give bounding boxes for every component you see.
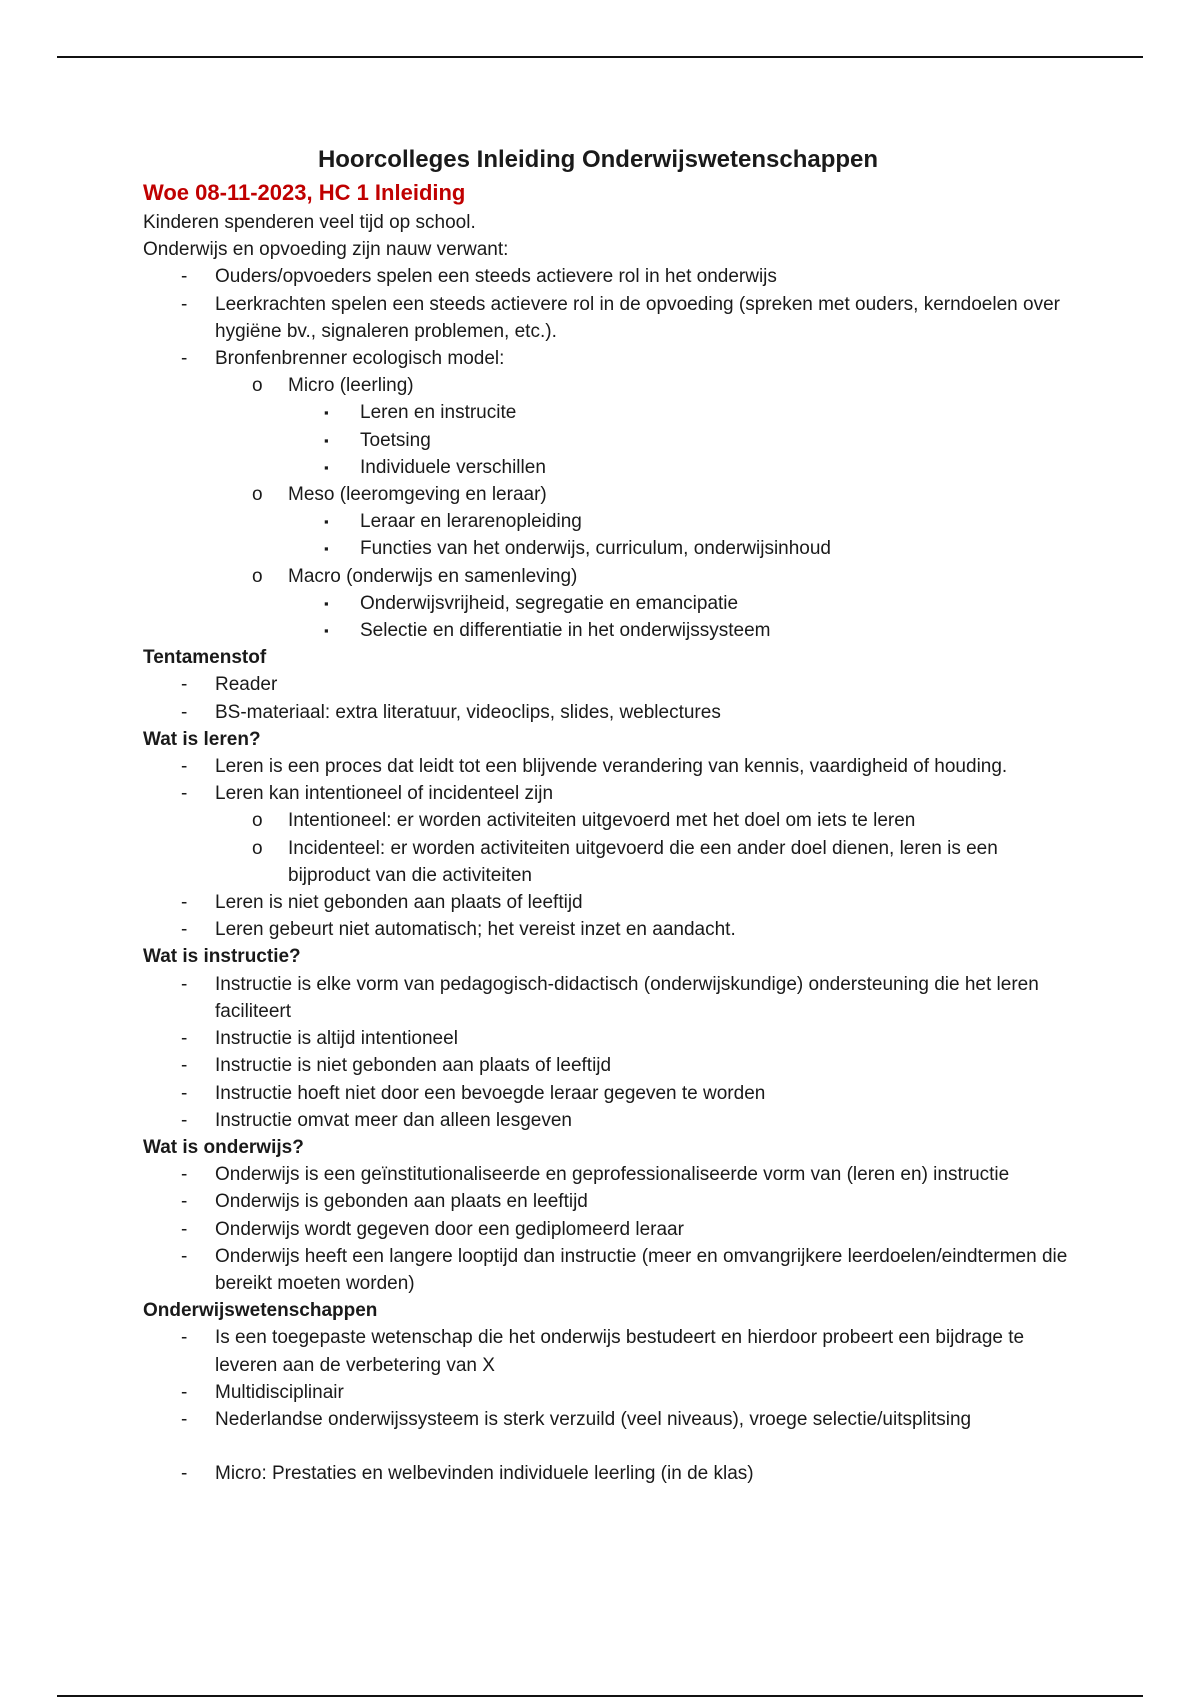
dash-bullet: - xyxy=(181,973,188,995)
list-item xyxy=(143,481,1083,508)
circle-bullet: o xyxy=(252,837,263,859)
list-item xyxy=(143,399,1083,426)
list-item-text: BS-materiaal: extra literatuur, videoclips, slides, weblectures xyxy=(215,701,721,723)
circle-bullet: o xyxy=(252,810,263,832)
list-item xyxy=(143,563,1083,590)
list-item xyxy=(143,1107,1083,1134)
dash-bullet: - xyxy=(181,1327,188,1349)
list-item xyxy=(143,590,1083,617)
list-item-text: Macro (onderwijs en samenleving) xyxy=(288,565,578,587)
onderwijs-list xyxy=(143,1161,1083,1297)
lecture-heading: Woe 08-11-2023, HC 1 Inleiding xyxy=(143,180,466,205)
list-item xyxy=(143,427,1083,454)
list-item xyxy=(143,1379,1083,1406)
list-item-text: Instructie hoeft niet door een bevoegde leraar gegeven te worden xyxy=(215,1082,766,1104)
circle-bullet: o xyxy=(252,565,263,587)
dash-bullet: - xyxy=(181,1082,188,1104)
section-heading-tentamenstof: Tentamenstof xyxy=(143,647,267,669)
list-item xyxy=(143,1243,1083,1297)
document-page xyxy=(143,143,1083,1487)
section-heading-onderwijs: Wat is onderwijs? xyxy=(143,1136,304,1158)
tentamenstof-list xyxy=(143,671,1083,725)
list-item-text: Leerkrachten spelen een steeds actievere rol in de opvoeding (spreken met ouders, kerndoelen over hygiëne bv., signaleren problemen, etc.). xyxy=(215,293,1060,342)
leren-list xyxy=(143,753,1083,943)
list-item xyxy=(143,345,1083,372)
dash-bullet: - xyxy=(181,1055,188,1077)
dash-bullet: - xyxy=(181,1164,188,1186)
dash-bullet: - xyxy=(181,919,188,941)
square-bullet: ▪ xyxy=(324,432,329,448)
list-item xyxy=(143,1161,1083,1188)
footer-rule xyxy=(57,1695,1143,1697)
dash-bullet: - xyxy=(181,1028,188,1050)
square-bullet: ▪ xyxy=(324,623,329,639)
dash-bullet: - xyxy=(181,674,188,696)
list-item-text: Instructie is niet gebonden aan plaats of leeftijd xyxy=(215,1055,612,1077)
list-item-text: Leren is een proces dat leidt tot een blijvende verandering van kennis, vaardigheid of houding. xyxy=(215,756,1008,778)
header-rule xyxy=(57,56,1143,58)
list-item-text: Intentioneel: er worden activiteiten uitgevoerd met het doel om iets te leren xyxy=(288,810,916,832)
dash-bullet: - xyxy=(181,1408,188,1430)
micro-list xyxy=(143,1460,1083,1487)
list-item-text: Is een toegepaste wetenschap die het onderwijs bestudeert en hierdoor probeert een bijdrage te leveren aan de verbetering van X xyxy=(215,1327,1025,1376)
list-item xyxy=(143,753,1083,780)
intro-line-1: Kinderen spenderen veel tijd op school. xyxy=(143,212,476,233)
dash-bullet: - xyxy=(181,892,188,914)
dash-bullet: - xyxy=(181,701,188,723)
dash-bullet: - xyxy=(181,348,188,370)
list-item xyxy=(143,1188,1083,1215)
list-item xyxy=(143,780,1083,807)
list-item xyxy=(143,535,1083,562)
list-item-text: Onderwijs heeft een langere looptijd dan instructie (meer en omvangrijkere leerdoelen/eindtermen die bereikt moeten worden) xyxy=(215,1245,1068,1294)
square-bullet: ▪ xyxy=(324,405,329,421)
section-heading-leren: Wat is leren? xyxy=(143,728,261,750)
list-item-text: Micro: Prestaties en welbevinden individuele leerling (in de klas) xyxy=(215,1463,754,1485)
list-item xyxy=(143,617,1083,644)
list-item-text: Leraar en lerarenopleiding xyxy=(360,511,582,533)
list-item-text: Ouders/opvoeders spelen een steeds actievere rol in het onderwijs xyxy=(215,266,777,288)
list-item-text: Instructie is elke vorm van pedagogisch-didactisch (onderwijskundige) ondersteuning die het leren faciliteert xyxy=(215,973,1039,1022)
list-item-text: Onderwijs wordt gegeven door een gediplomeerd leraar xyxy=(215,1218,684,1240)
list-item xyxy=(143,1460,1083,1487)
list-item-text: Incidenteel: er worden activiteiten uitgevoerd die een ander doel dienen, leren is een bijproduct van die activiteiten xyxy=(288,837,998,886)
list-item-text: Multidisciplinair xyxy=(215,1381,344,1403)
list-item-text: Functies van het onderwijs, curriculum, onderwijsinhoud xyxy=(360,538,832,560)
list-item-text: Nederlandse onderwijssysteem is sterk verzuild (veel niveaus), vroege selectie/uitsplitsing xyxy=(215,1408,972,1430)
dash-bullet: - xyxy=(181,1109,188,1131)
circle-bullet: o xyxy=(252,375,263,397)
list-item xyxy=(143,916,1083,943)
list-item-text: Toetsing xyxy=(360,429,431,451)
dash-bullet: - xyxy=(181,266,188,288)
section-heading-instructie: Wat is instructie? xyxy=(143,946,301,968)
dash-bullet: - xyxy=(181,783,188,805)
list-item xyxy=(143,372,1083,399)
list-item-text: Reader xyxy=(215,674,278,696)
list-item-text: Individuele verschillen xyxy=(360,456,546,478)
list-item xyxy=(143,1324,1083,1378)
list-item xyxy=(143,1052,1083,1079)
list-item-text: Leren gebeurt niet automatisch; het vereist inzet en aandacht. xyxy=(215,919,736,941)
section-heading-onderwijswetenschappen: Onderwijswetenschappen xyxy=(143,1300,378,1322)
list-item-text: Instructie is altijd intentioneel xyxy=(215,1028,458,1050)
list-item-text: Instructie omvat meer dan alleen lesgeven xyxy=(215,1109,572,1131)
list-item xyxy=(143,835,1083,889)
list-item-text: Meso (leeromgeving en leraar) xyxy=(288,484,547,506)
dash-bullet: - xyxy=(181,1245,188,1267)
list-item xyxy=(143,1080,1083,1107)
list-item xyxy=(143,699,1083,726)
dash-bullet: - xyxy=(181,1463,188,1485)
list-item xyxy=(143,508,1083,535)
square-bullet: ▪ xyxy=(324,514,329,530)
dash-bullet: - xyxy=(181,1381,188,1403)
list-item xyxy=(143,971,1083,1025)
list-item xyxy=(143,291,1083,345)
square-bullet: ▪ xyxy=(324,595,329,611)
list-item xyxy=(143,1406,1083,1433)
dash-bullet: - xyxy=(181,756,188,778)
list-item-text: Micro (leerling) xyxy=(288,375,414,397)
dash-bullet: - xyxy=(181,1218,188,1240)
document-title: Hoorcolleges Inleiding Onderwijswetenschappen xyxy=(317,146,879,173)
list-item-text: Leren is niet gebonden aan plaats of leeftijd xyxy=(215,892,583,914)
list-item xyxy=(143,889,1083,916)
instructie-list xyxy=(143,971,1083,1134)
onderwijswetenschappen-list xyxy=(143,1324,1083,1433)
circle-bullet: o xyxy=(252,484,263,506)
list-item-text: Bronfenbrenner ecologisch model: xyxy=(215,348,505,370)
list-item-text: Leren en instrucite xyxy=(360,402,517,424)
square-bullet: ▪ xyxy=(324,459,329,475)
intro-list xyxy=(143,263,1083,644)
list-item-text: Leren kan intentioneel of incidenteel zijn xyxy=(215,783,554,805)
dash-bullet: - xyxy=(181,293,188,315)
intro-line-2: Onderwijs en opvoeding zijn nauw verwant: xyxy=(143,239,509,261)
list-item xyxy=(143,1216,1083,1243)
list-item xyxy=(143,454,1083,481)
list-item xyxy=(143,807,1083,834)
list-item-text: Onderwijsvrijheid, segregatie en emancipatie xyxy=(360,592,739,614)
list-item-text: Onderwijs is gebonden aan plaats en leeftijd xyxy=(215,1191,588,1213)
list-item-text: Selectie en differentiatie in het onderwijssysteem xyxy=(360,620,771,642)
dash-bullet: - xyxy=(181,1191,188,1213)
list-item xyxy=(143,1025,1083,1052)
list-item xyxy=(143,263,1083,290)
list-item-text: Onderwijs is een geïnstitutionaliseerde en geprofessionaliseerde vorm van (leren en) instructie xyxy=(215,1164,1010,1186)
list-item xyxy=(143,671,1083,698)
blank-line xyxy=(143,1433,1083,1460)
square-bullet: ▪ xyxy=(324,541,329,557)
